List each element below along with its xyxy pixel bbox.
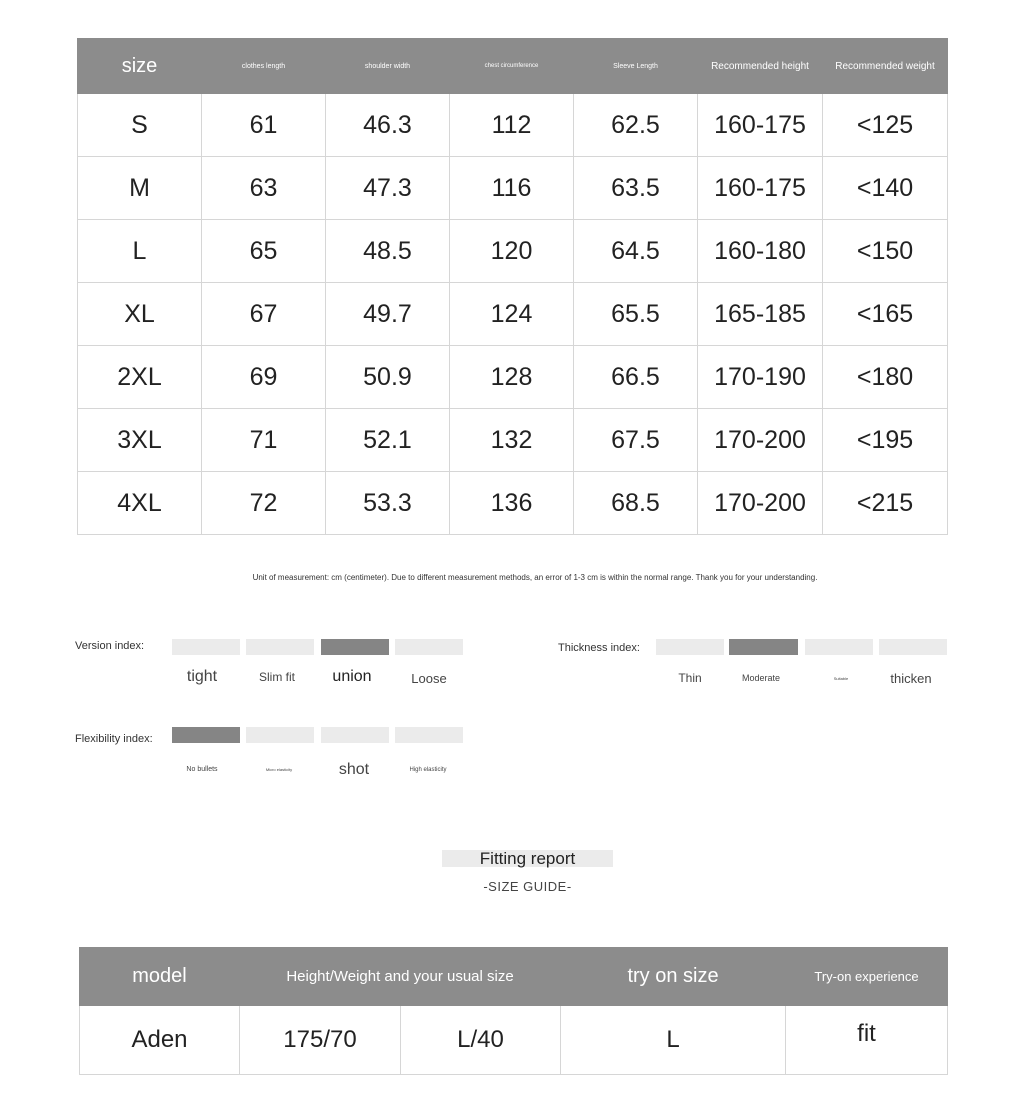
cell-chest: 128: [450, 346, 574, 409]
cell-chest: 116: [450, 157, 574, 220]
version-option-slim-fit: Slim fit: [259, 670, 295, 684]
header-sleeve-length: Sleeve Length: [574, 39, 698, 94]
cell-size: 3XL: [78, 409, 202, 472]
table-row: [78, 472, 948, 535]
header-recommended-weight: Recommended weight: [823, 39, 948, 94]
header-shoulder-width: shoulder width: [326, 39, 450, 94]
cell-height-weight: 175/70: [240, 1006, 401, 1075]
version-option-tight: tight: [186, 668, 218, 685]
cell-size: 4XL: [78, 472, 202, 535]
cell-sleeve-length: 64.5: [574, 220, 698, 283]
cell-height: 170-190: [698, 346, 823, 409]
cell-try-on-experience: fit: [786, 1006, 948, 1075]
table-row: [78, 94, 948, 157]
cell-sleeve-length: 67.5: [574, 409, 698, 472]
cell-size: S: [78, 94, 202, 157]
table-row: [78, 220, 948, 283]
cell-shoulder-width: 52.1: [326, 409, 450, 472]
cell-height: 170-200: [698, 472, 823, 535]
thickness-index-label: Thickness index:: [558, 642, 640, 654]
version-option-union: union: [332, 668, 372, 685]
cell-sleeve-length: 68.5: [574, 472, 698, 535]
cell-shoulder-width: 49.7: [326, 283, 450, 346]
cell-try-on-size: L: [561, 1006, 786, 1075]
cell-weight: <140: [823, 157, 948, 220]
cell-weight: <180: [823, 346, 948, 409]
cell-shoulder-width: 48.5: [326, 220, 450, 283]
header-clothes-length: clothes length: [202, 39, 326, 94]
cell-clothes-length: 61: [202, 94, 326, 157]
cell-chest: 124: [450, 283, 574, 346]
version-bar-union-selected: [321, 639, 389, 655]
fitting-header-row: [80, 948, 948, 1006]
cell-chest: 132: [450, 409, 574, 472]
version-bar-slim-fit: [246, 639, 314, 655]
cell-clothes-length: 67: [202, 283, 326, 346]
cell-weight: <165: [823, 283, 948, 346]
thickness-bar-thin: [656, 639, 724, 655]
cell-weight: <125: [823, 94, 948, 157]
thickness-option-thin: Thin: [678, 671, 702, 685]
measurement-note: Unit of measurement: cm (centimeter). Due to different measurement methods, an error of 1-3 cm is within the normal range. Thank you for your understanding.: [252, 573, 818, 582]
flexibility-option-no-bullets: No bullets: [186, 766, 218, 773]
flexibility-bar-micro-elasticity: [246, 727, 314, 743]
header-model: model: [80, 948, 240, 1006]
cell-shoulder-width: 47.3: [326, 157, 450, 220]
cell-weight: <195: [823, 409, 948, 472]
cell-shoulder-width: 46.3: [326, 94, 450, 157]
header-chest-circumference: chest circumference: [450, 39, 574, 94]
thickness-bar-thicken: [879, 639, 947, 655]
header-size: size: [78, 39, 202, 94]
fitting-report-table: [79, 947, 948, 1075]
cell-weight: <150: [823, 220, 948, 283]
table-row: [78, 283, 948, 346]
cell-chest: 112: [450, 94, 574, 157]
thickness-option-thicken: thicken: [890, 671, 932, 686]
table-row: [80, 1006, 948, 1075]
table-row: [78, 346, 948, 409]
header-recommended-height: Recommended height: [698, 39, 823, 94]
cell-clothes-length: 63: [202, 157, 326, 220]
thickness-bar-moderate-selected: [729, 639, 798, 655]
header-height-weight-usual-size: Height/Weight and your usual size: [240, 948, 561, 1006]
cell-shoulder-width: 53.3: [326, 472, 450, 535]
size-chart-header-row: [78, 39, 948, 94]
thickness-bar-suitable: [805, 639, 873, 655]
cell-height: 165-185: [698, 283, 823, 346]
cell-sleeve-length: 65.5: [574, 283, 698, 346]
flexibility-bar-no-bullets-selected: [172, 727, 240, 743]
flexibility-option-micro-elasticity: Micro elasticity: [265, 767, 293, 772]
cell-sleeve-length: 63.5: [574, 157, 698, 220]
flexibility-bar-high-elasticity: [395, 727, 463, 743]
fitting-report-title: Fitting report: [442, 850, 613, 867]
cell-shoulder-width: 50.9: [326, 346, 450, 409]
cell-clothes-length: 69: [202, 346, 326, 409]
flexibility-index-label: Flexibility index:: [75, 733, 153, 745]
flexibility-bar-shot: [321, 727, 389, 743]
fitting-report-subtitle: -SIZE GUIDE-: [483, 879, 572, 894]
cell-clothes-length: 65: [202, 220, 326, 283]
cell-model-name: Aden: [80, 1006, 240, 1075]
cell-size: XL: [78, 283, 202, 346]
table-row: [78, 409, 948, 472]
cell-height: 160-180: [698, 220, 823, 283]
cell-usual-size: L/40: [401, 1006, 561, 1075]
version-index-label: Version index:: [75, 640, 145, 652]
cell-height: 170-200: [698, 409, 823, 472]
version-bar-tight: [172, 639, 240, 655]
cell-size: L: [78, 220, 202, 283]
header-try-on-experience: Try-on experience: [786, 948, 948, 1006]
header-try-on-size: try on size: [561, 948, 786, 1006]
cell-chest: 136: [450, 472, 574, 535]
flexibility-option-high-elasticity: High elasticity: [409, 767, 447, 773]
thickness-option-suitable: Suitable: [833, 676, 849, 681]
size-chart-table: [77, 38, 948, 535]
thickness-option-moderate: Moderate: [741, 673, 781, 683]
version-bar-loose: [395, 639, 463, 655]
cell-size: M: [78, 157, 202, 220]
cell-clothes-length: 72: [202, 472, 326, 535]
cell-height: 160-175: [698, 157, 823, 220]
table-row: [78, 157, 948, 220]
cell-clothes-length: 71: [202, 409, 326, 472]
cell-size: 2XL: [78, 346, 202, 409]
flexibility-option-shot: shot: [338, 761, 370, 778]
cell-weight: <215: [823, 472, 948, 535]
cell-sleeve-length: 66.5: [574, 346, 698, 409]
cell-height: 160-175: [698, 94, 823, 157]
cell-chest: 120: [450, 220, 574, 283]
version-option-loose: Loose: [411, 671, 447, 686]
cell-sleeve-length: 62.5: [574, 94, 698, 157]
